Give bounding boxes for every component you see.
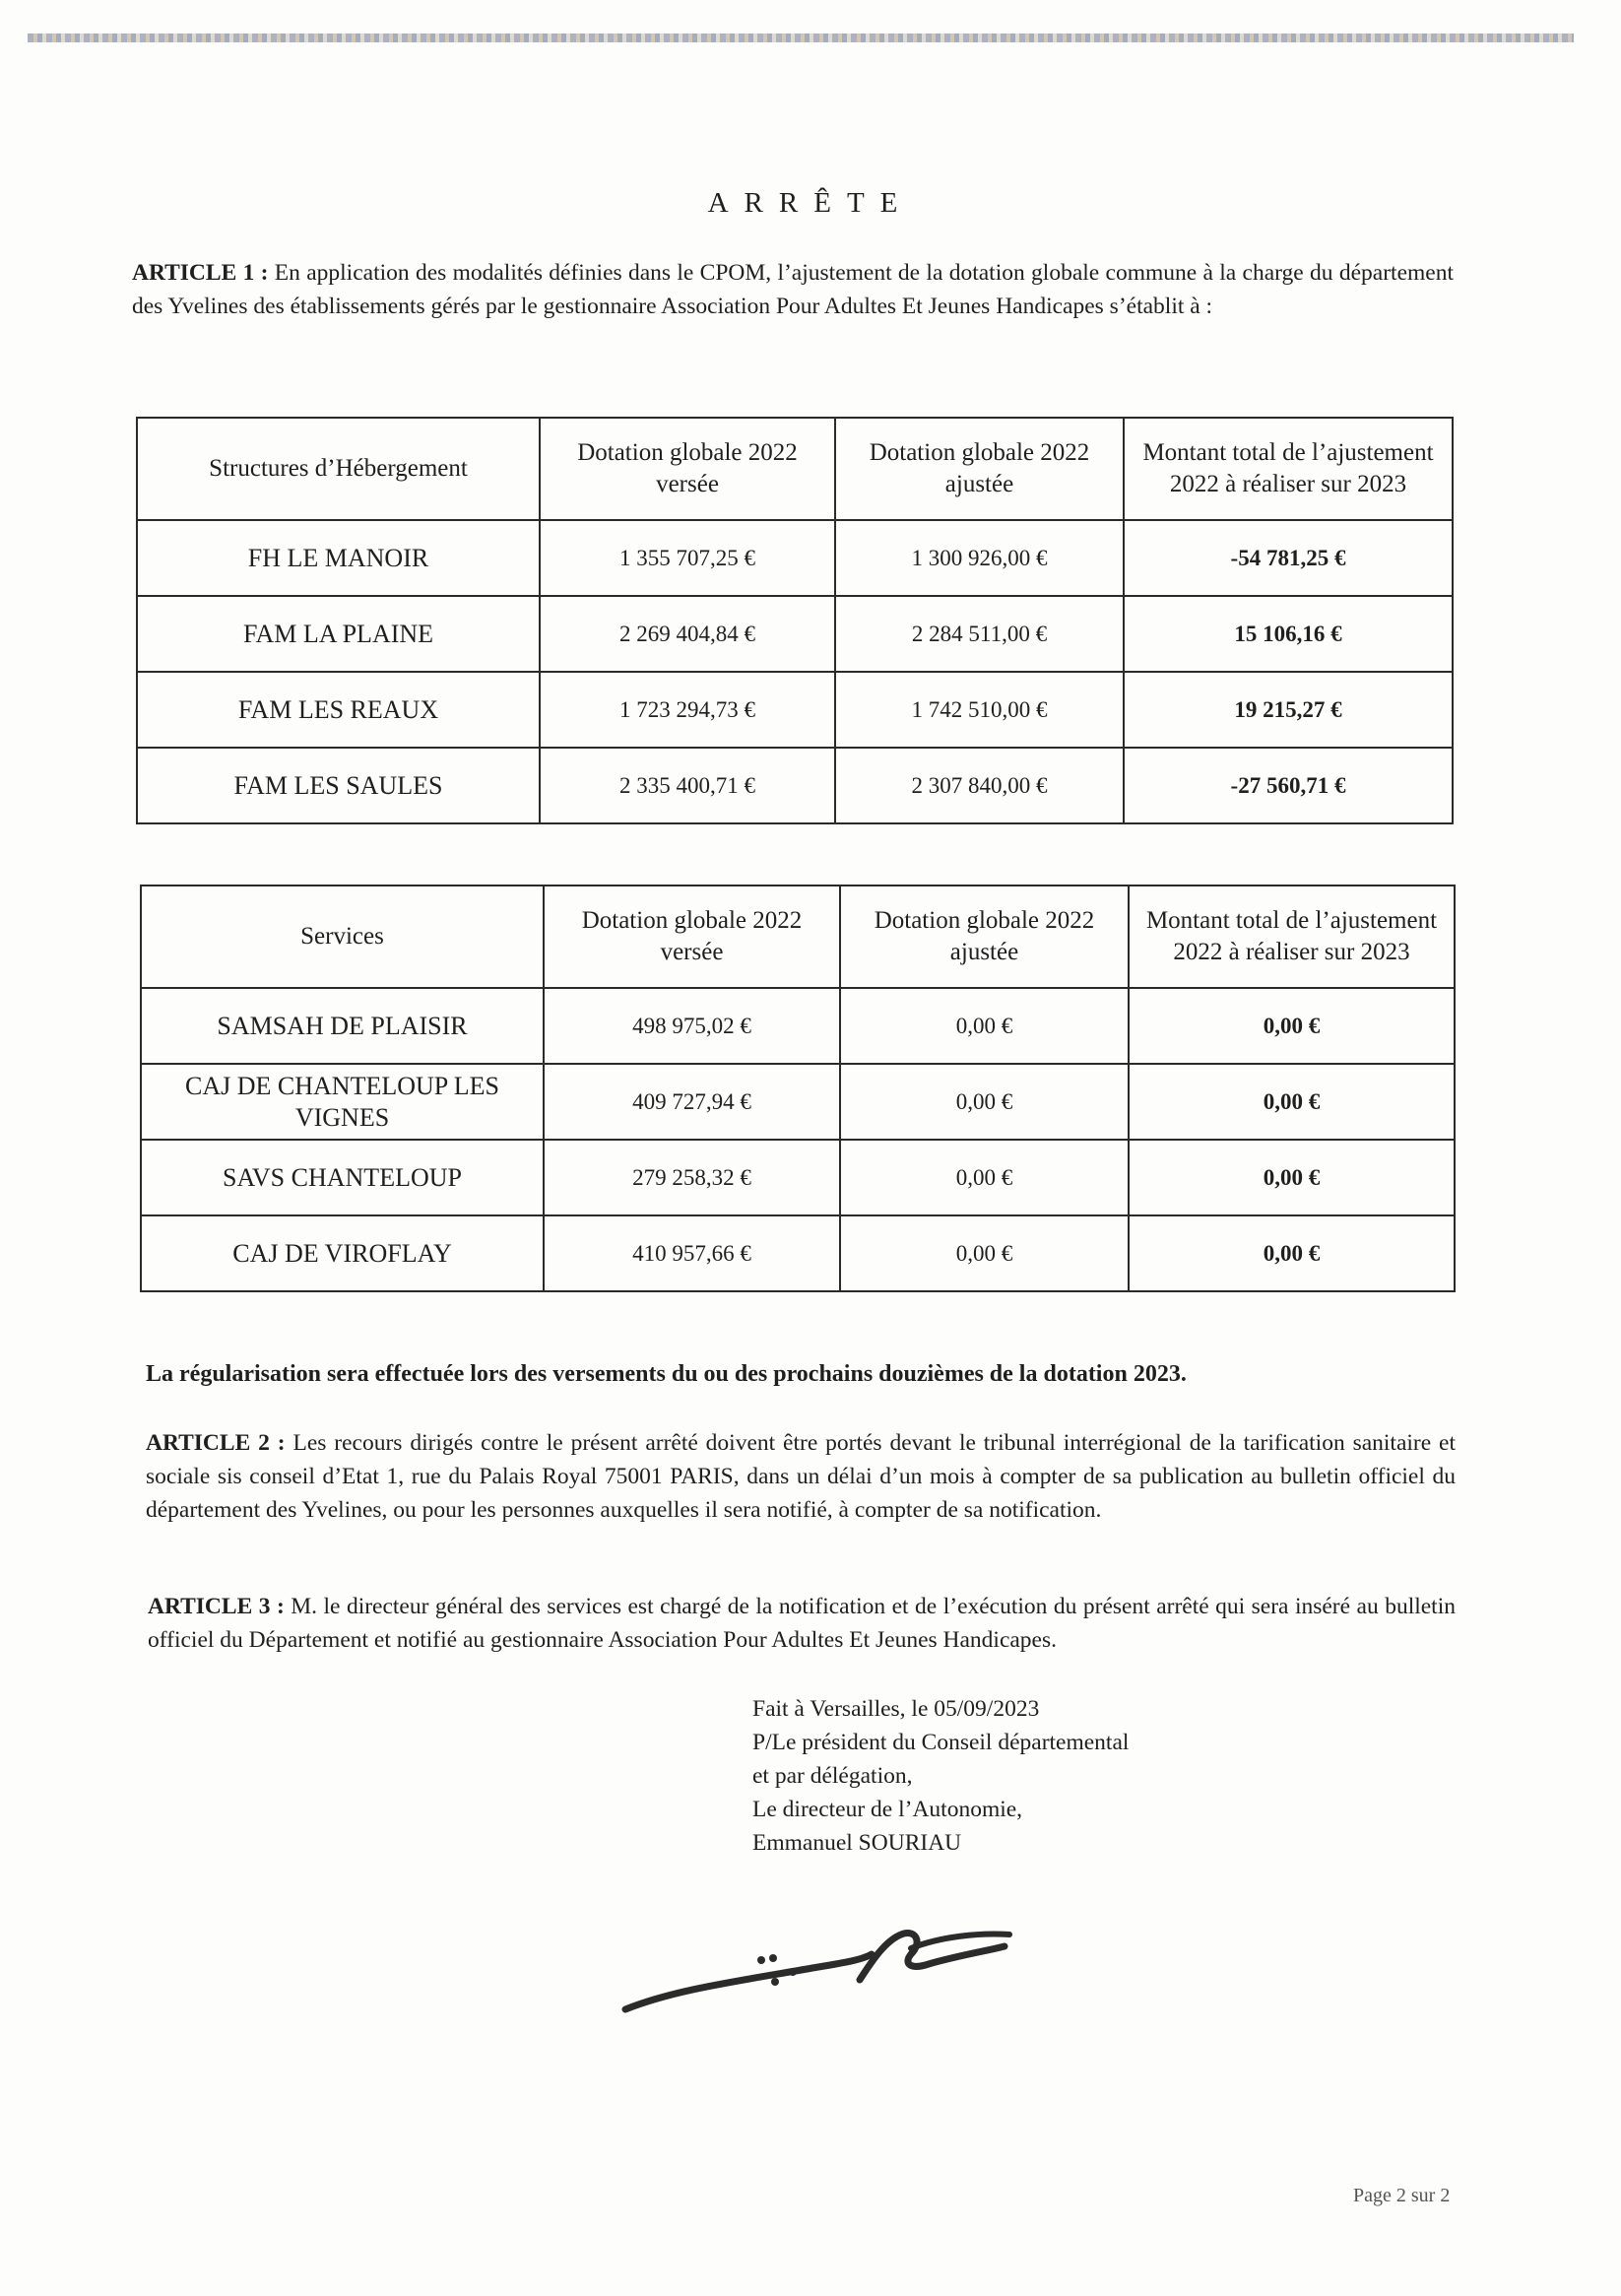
row-versee: 409 727,94 € [544, 1064, 840, 1140]
row-versee: 498 975,02 € [544, 988, 840, 1064]
row-montant: 0,00 € [1129, 1140, 1455, 1215]
article-3-text: M. le directeur général des services est chargé de la notification et de l’exécution du présent arrêté qui sera inséré au bulletin officiel du Département et notifié au gestionnaire Association Pour Adultes Et Jeunes Handicapes. [148, 1594, 1456, 1653]
row-name: FAM LES REAUX [137, 672, 540, 748]
row-versee: 1 723 294,73 € [540, 672, 835, 748]
signature-line: Le directeur de l’Autonomie, [752, 1797, 1023, 1822]
header-ajustee: Dotation globale 2022 ajustée [840, 886, 1129, 988]
row-ajustee: 1 300 926,00 € [835, 520, 1124, 596]
table-row [137, 596, 1453, 672]
article-3 [148, 1590, 1456, 1657]
row-name: FH LE MANOIR [137, 520, 540, 596]
table-row [137, 520, 1453, 596]
row-ajustee: 0,00 € [840, 1140, 1129, 1215]
row-versee: 2 335 400,71 € [540, 748, 835, 823]
row-ajustee: 2 284 511,00 € [835, 596, 1124, 672]
row-versee: 410 957,66 € [544, 1215, 840, 1291]
row-name: SAVS CHANTELOUP [141, 1140, 544, 1215]
header-structures: Structures d’Hébergement [137, 418, 540, 520]
article-1-text: En application des modalités définies dans le CPOM, l’ajustement de la dotation globale commune à la charge du département des Yvelines des établissements gérés par le gestionnaire Association Pour Adultes Et Jeunes Handicapes s’établit à : [132, 260, 1454, 319]
row-name: CAJ DE CHANTELOUP LES VIGNES [141, 1064, 544, 1140]
header-versee: Dotation globale 2022 versée [540, 418, 835, 520]
row-ajustee: 0,00 € [840, 1064, 1129, 1140]
table-row [141, 988, 1455, 1064]
article-1-label: ARTICLE 1 : [132, 260, 269, 286]
table-header-row [141, 886, 1455, 988]
hebergement-table [136, 417, 1454, 824]
regularisation-note: La régularisation sera effectuée lors des versements du ou des prochains douzièmes de la dotation 2023. [146, 1361, 1187, 1387]
signature-place-date: Fait à Versailles, le 05/09/2023 [752, 1696, 1040, 1722]
scan-edge-artifact [28, 33, 1574, 42]
row-name: FAM LES SAULES [137, 748, 540, 823]
article-2-label: ARTICLE 2 : [146, 1430, 286, 1456]
header-ajustee: Dotation globale 2022 ajustée [835, 418, 1124, 520]
row-ajustee: 0,00 € [840, 1215, 1129, 1291]
row-montant: 0,00 € [1129, 988, 1455, 1064]
signature-line: et par délégation, [752, 1763, 913, 1789]
row-montant: 19 215,27 € [1124, 672, 1453, 748]
signature-line: P/Le président du Conseil départemental [752, 1730, 1130, 1755]
table-row [137, 672, 1453, 748]
row-montant: -54 781,25 € [1124, 520, 1453, 596]
header-versee: Dotation globale 2022 versée [544, 886, 840, 988]
row-name: FAM LA PLAINE [137, 596, 540, 672]
signature-block [752, 1692, 1129, 1860]
page-number: Page 2 sur 2 [1353, 2185, 1451, 2206]
row-ajustee: 1 742 510,00 € [835, 672, 1124, 748]
services-table [140, 885, 1456, 1292]
row-ajustee: 2 307 840,00 € [835, 748, 1124, 823]
document-title: ARRÊTE [707, 187, 914, 219]
article-3-label: ARTICLE 3 : [148, 1594, 285, 1619]
header-montant: Montant total de l’ajustement 2022 à réaliser sur 2023 [1124, 418, 1453, 520]
article-2-text: Les recours dirigés contre le présent arrêté doivent être portés devant le tribunal interrégional de la tarification sanitaire et sociale sis conseil d’Etat 1, rue du Palais Royal 75001 PARIS, dans un délai d’un mois à compter de sa publication au bulletin officiel du département des Yvelines, ou pour les personnes auxquelles il sera notifié, à compter de sa notification. [146, 1430, 1457, 1523]
table-row [141, 1140, 1455, 1215]
article-2 [146, 1426, 1456, 1527]
row-versee: 279 258,32 € [544, 1140, 840, 1215]
row-name: CAJ DE VIROFLAY [141, 1215, 544, 1291]
row-versee: 1 355 707,25 € [540, 520, 835, 596]
table-header-row [137, 418, 1453, 520]
header-services: Services [141, 886, 544, 988]
row-versee: 2 269 404,84 € [540, 596, 835, 672]
row-montant: -27 560,71 € [1124, 748, 1453, 823]
table-row [141, 1064, 1455, 1140]
row-montant: 0,00 € [1129, 1215, 1455, 1291]
row-montant: 15 106,16 € [1124, 596, 1453, 672]
header-montant: Montant total de l’ajustement 2022 à réaliser sur 2023 [1129, 886, 1455, 988]
row-montant: 0,00 € [1129, 1064, 1455, 1140]
article-1 [132, 256, 1454, 323]
handwritten-signature [616, 1921, 1029, 2029]
table-row [141, 1215, 1455, 1291]
signature-name: Emmanuel SOURIAU [752, 1830, 962, 1856]
table-row [137, 748, 1453, 823]
row-name: SAMSAH DE PLAISIR [141, 988, 544, 1064]
row-ajustee: 0,00 € [840, 988, 1129, 1064]
